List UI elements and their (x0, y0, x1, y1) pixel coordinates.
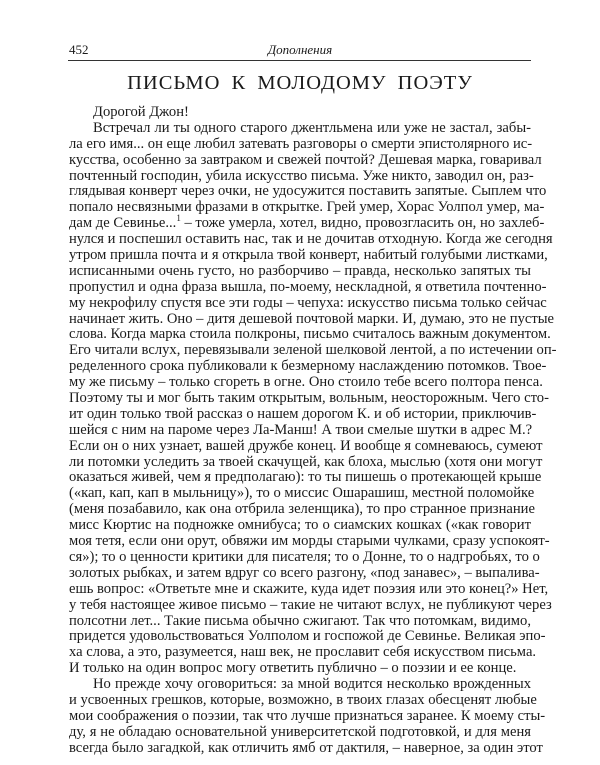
text-line: всегда было загадкой, как отличить ямб от дактиля, – наверное, за один этот (69, 739, 543, 756)
letter-title: ПИСЬМО К МОЛОДОМУ ПОЭТУ (127, 72, 473, 94)
text-line: золотых рыбках, и затем вдруг со всего разгону, «под занавес», – выпалива- (69, 564, 540, 581)
text-line: пропустил и одна фраза вышла, по-моему, нескладной, я ответила почтенно- (69, 278, 547, 295)
text-line: моя тетя, если они орут, обвяжи им морды старыми чулками, сразу успокоят- (69, 533, 550, 550)
text-line: («кап, кап, кап в мыльницу»), то о миссис Ошарашиш, местной поломойке (69, 485, 535, 502)
text-line: дам де Севинье...$^1$ – тоже умерла, хотел, видно, провозгласить он, но захлеб- (69, 213, 545, 232)
text-line: Если он о них узнает, вашей дружбе конец. И вообще я сомневаюсь, сумеют (69, 437, 543, 454)
text-line: начинает жить. Оно – дитя дешевой почтовой марки. И, думаю, это не пустые (69, 310, 555, 327)
text-line: кусства, особенно за завтраком и свежей почтой? Дешевая марка, говаривал (69, 151, 542, 168)
text-line: у тебя настоящее живое письмо – такие не читают вслух, не публикуют через (69, 596, 552, 613)
text-line: Его читали вслух, перевязывали зеленой шелковой лентой, а по истечении оп- (69, 342, 557, 359)
text-line: ределенного срока публиковали к безмерному наслаждению потомков. Твое- (69, 358, 547, 375)
text-line: мисс Кюртис на подножке омнибуса; то о сиамских кошках («как говорит (69, 517, 531, 534)
text-line: ли потомки уследить за твоей скачущей, как блоха, мыслью (хотя они могут (69, 453, 543, 470)
text-line: слова. Когда марка стоила полкроны, письмо считалось важным документом. (69, 326, 551, 343)
page-number: 452 (69, 42, 89, 57)
text-line: И только на один вопрос могу ответить публично – о поэзии и ее конце. (69, 660, 517, 677)
text-line: ла его имя... он еще любил затевать разговоры о смерти эпистолярного ис- (69, 135, 533, 152)
text-line: нулся и поспешил оставить нас, так и не дочитав отходную. Когда же сегодня (69, 231, 553, 248)
text-line: ха слова, а это, разумеется, наш век, не прославит себя искусством письма. (69, 644, 537, 661)
text-line: му же письму – только сгореть в огне. Оно стоило тебе всего полтора пенса. (69, 374, 543, 391)
letter-body (69, 104, 557, 757)
text-line: Поэтому ты и мог быть таким открытым, вольным, неосторожным. Чего сто- (69, 390, 549, 407)
text-line: придется удовольствоваться Уолполом и госпожой де Севинье. Великая эпо- (69, 628, 546, 645)
text-line: оказаться живей, чем я предполагаю): то ты пишешь о протекающей крыше (69, 469, 542, 486)
text-line: ду, я не обладаю основательной университетской подготовкой, и для меня (69, 723, 531, 740)
text-line: попало несвязными фразами в открытке. Грей умер, Хорас Уолпол умер, ма- (69, 199, 545, 216)
text-line: и усвоенных грешков, которые, возможно, в твоих глазах обесценят любые (69, 691, 537, 708)
running-header: Дополнения (267, 42, 333, 57)
text-line: полсотни лет... Такие письма обычно сжигают. Так что потомкам, видимо, (69, 612, 531, 629)
footnote-marker[interactable]: 1 (176, 213, 181, 224)
text-line: (меня позабавило, как она отбрила зеленщика), то про странное признание (69, 501, 535, 518)
greeting: Дорогой Джон! (93, 104, 189, 120)
text-line: утром пришла почта и я открыла твой конверт, набитый голубыми листками, (69, 247, 548, 264)
text-line: Но прежде хочу оговориться: за мной водится несколько врожденных (93, 676, 531, 693)
text-line: глядывая конверт через очки, не удосужится поставить запятые. Сыплем что (69, 183, 547, 200)
text-line: исписанными очень густо, но разборчиво – правда, несколько запятых ты (69, 262, 531, 279)
text-line: почтенный господин, убила искусство письма. Уже никто, заводил он, раз- (69, 167, 534, 184)
header-rule (68, 60, 531, 61)
text-line: ешь вопрос: «Ответьте мне и скажите, куда идет поэзия или это конец?» Нет, (69, 580, 549, 597)
text-line: мои соображения о поэзии, так что лучше признаться заранее. К моему сты- (69, 707, 546, 724)
text-line: шейся с ним на пароме через Ла-Манш! А твои смелые шутки в адрес М.? (69, 421, 533, 438)
text-line: му некрофилу спустя все эти годы – чепуха: искусство письма только сейчас (69, 294, 547, 311)
text-line: Встречал ли ты одного старого джентльмена или уже не застал, забы- (93, 119, 531, 136)
text-line: ит один только твой рассказ о нашем дорогом К. и об истории, приключив- (69, 405, 537, 422)
text-line: ся»); то о ценности критики для писателя; то о Донне, то о надгробьях, то о (69, 548, 540, 565)
